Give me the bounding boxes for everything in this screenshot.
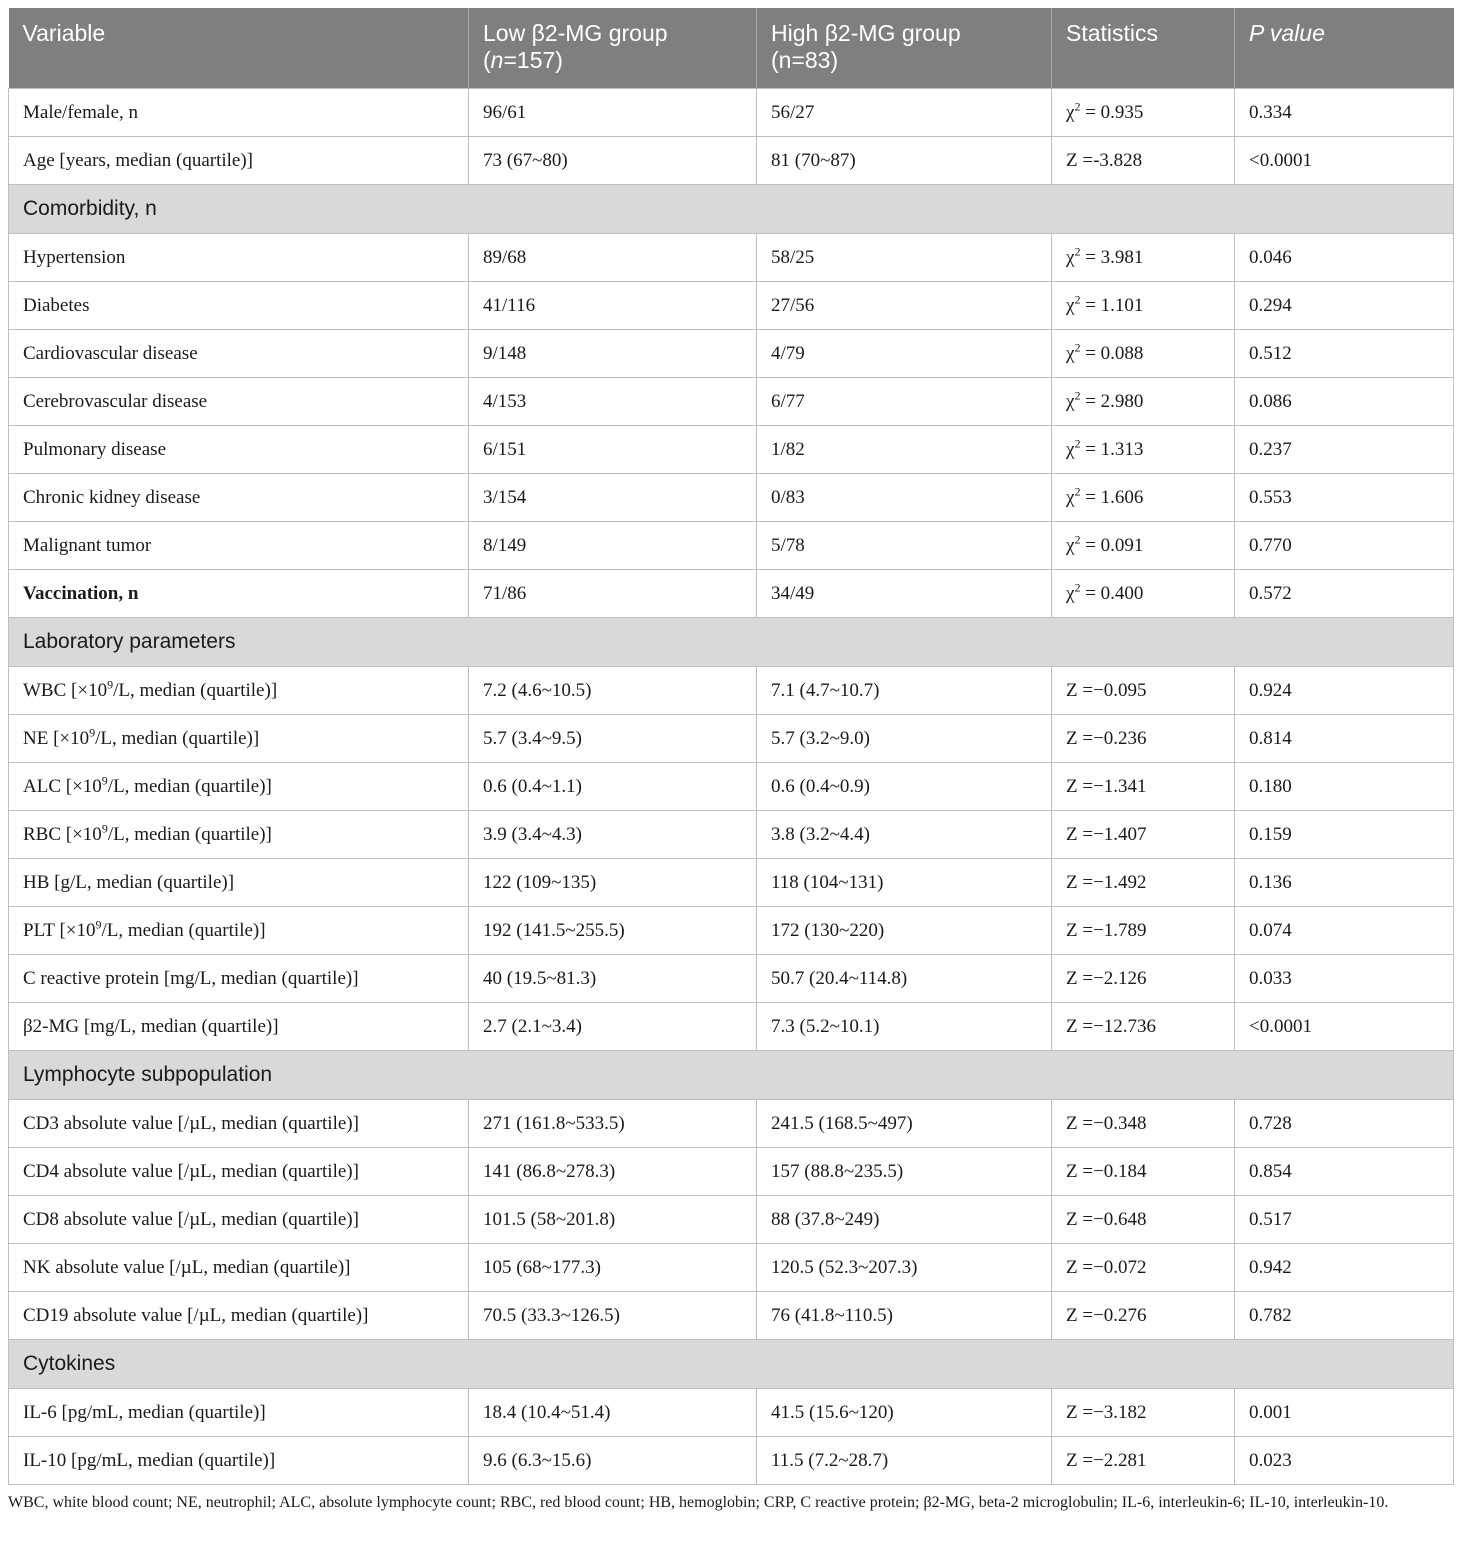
var-sup: 9 bbox=[89, 725, 96, 740]
cell-pvalue: 0.728 bbox=[1235, 1100, 1454, 1148]
cell-high: 7.3 (5.2~10.1) bbox=[757, 1003, 1052, 1051]
cell-high: 41.5 (15.6~120) bbox=[757, 1389, 1052, 1437]
table-row bbox=[9, 1100, 1454, 1148]
stat-symbol: χ bbox=[1066, 390, 1075, 412]
table-row bbox=[9, 89, 1454, 137]
cell-low: 192 (141.5~255.5) bbox=[469, 907, 757, 955]
cell-high: 4/79 bbox=[757, 330, 1052, 378]
var-post: /L, median (quartile)] bbox=[95, 727, 260, 749]
stat-symbol: χ bbox=[1066, 438, 1075, 460]
table-row bbox=[9, 811, 1454, 859]
cell-low: 70.5 (33.3~126.5) bbox=[469, 1292, 757, 1340]
cell-high: 0.6 (0.4~0.9) bbox=[757, 763, 1052, 811]
stat-sup: 2 bbox=[1074, 388, 1081, 403]
cell-low: 101.5 (58~201.8) bbox=[469, 1196, 757, 1244]
cell-statistics bbox=[1052, 89, 1235, 137]
table-row bbox=[9, 1437, 1454, 1485]
cell-pvalue: 0.001 bbox=[1235, 1389, 1454, 1437]
var-sup: 9 bbox=[107, 677, 114, 692]
stat-sup: 2 bbox=[1074, 484, 1081, 499]
cell-variable: CD19 absolute value [/µL, median (quartile)] bbox=[9, 1292, 469, 1340]
cell-pvalue: 0.159 bbox=[1235, 811, 1454, 859]
cell-low: 41/116 bbox=[469, 282, 757, 330]
cell-high: 118 (104~131) bbox=[757, 859, 1052, 907]
table-row bbox=[9, 1003, 1454, 1051]
cell-variable: Diabetes bbox=[9, 282, 469, 330]
stat-symbol: χ bbox=[1066, 294, 1075, 316]
table-row bbox=[9, 1389, 1454, 1437]
cell-statistics: Z =−12.736 bbox=[1052, 1003, 1235, 1051]
table-row bbox=[9, 667, 1454, 715]
cell-statistics bbox=[1052, 474, 1235, 522]
stat-sup: 2 bbox=[1074, 580, 1081, 595]
cell-low: 5.7 (3.4~9.5) bbox=[469, 715, 757, 763]
var-post: /L, median (quartile)] bbox=[107, 775, 272, 797]
stat-value: = 1.101 bbox=[1080, 294, 1144, 316]
cell-variable bbox=[9, 667, 469, 715]
cell-high: 88 (37.8~249) bbox=[757, 1196, 1052, 1244]
table-row bbox=[9, 234, 1454, 282]
table-row bbox=[9, 137, 1454, 185]
cell-low: 3.9 (3.4~4.3) bbox=[469, 811, 757, 859]
cell-low: 0.6 (0.4~1.1) bbox=[469, 763, 757, 811]
cell-pvalue: 0.572 bbox=[1235, 570, 1454, 618]
cell-high: 27/56 bbox=[757, 282, 1052, 330]
stat-sup: 2 bbox=[1074, 244, 1081, 259]
header-statistics: Statistics bbox=[1052, 8, 1235, 89]
cell-variable: Male/female, n bbox=[9, 89, 469, 137]
table-row bbox=[9, 859, 1454, 907]
cell-variable: CD8 absolute value [/µL, median (quartile)] bbox=[9, 1196, 469, 1244]
cell-pvalue: 0.854 bbox=[1235, 1148, 1454, 1196]
table-row bbox=[9, 378, 1454, 426]
cell-low: 122 (109~135) bbox=[469, 859, 757, 907]
cell-high: 3.8 (3.2~4.4) bbox=[757, 811, 1052, 859]
cell-low: 9/148 bbox=[469, 330, 757, 378]
table-row bbox=[9, 282, 1454, 330]
var-sup: 9 bbox=[101, 773, 108, 788]
cell-pvalue: 0.517 bbox=[1235, 1196, 1454, 1244]
section-row bbox=[9, 185, 1454, 234]
table-row bbox=[9, 1148, 1454, 1196]
header-pvalue bbox=[1235, 8, 1454, 89]
section-title: Laboratory parameters bbox=[9, 618, 1454, 667]
cell-high: 7.1 (4.7~10.7) bbox=[757, 667, 1052, 715]
cell-pvalue: 0.180 bbox=[1235, 763, 1454, 811]
cell-pvalue: 0.046 bbox=[1235, 234, 1454, 282]
cell-statistics bbox=[1052, 234, 1235, 282]
cell-statistics: Z =−1.789 bbox=[1052, 907, 1235, 955]
cell-variable: IL-6 [pg/mL, median (quartile)] bbox=[9, 1389, 469, 1437]
cell-pvalue: 0.074 bbox=[1235, 907, 1454, 955]
section-row bbox=[9, 1340, 1454, 1389]
cell-high: 120.5 (52.3~207.3) bbox=[757, 1244, 1052, 1292]
cell-variable: Vaccination, n bbox=[9, 570, 469, 618]
cell-statistics: Z =−0.236 bbox=[1052, 715, 1235, 763]
cell-low: 96/61 bbox=[469, 89, 757, 137]
table-row bbox=[9, 474, 1454, 522]
cell-low: 141 (86.8~278.3) bbox=[469, 1148, 757, 1196]
cell-variable: Cardiovascular disease bbox=[9, 330, 469, 378]
stat-value: = 2.980 bbox=[1080, 390, 1144, 412]
var-pre: NE [×10 bbox=[23, 727, 90, 749]
cell-statistics: Z =−1.492 bbox=[1052, 859, 1235, 907]
cell-low: 6/151 bbox=[469, 426, 757, 474]
var-post: /L, median (quartile)] bbox=[107, 823, 272, 845]
stat-value: = 1.313 bbox=[1080, 438, 1144, 460]
cell-statistics: Z =−0.648 bbox=[1052, 1196, 1235, 1244]
stat-value: = 0.400 bbox=[1080, 582, 1144, 604]
cell-statistics: Z =-3.828 bbox=[1052, 137, 1235, 185]
cell-pvalue: 0.942 bbox=[1235, 1244, 1454, 1292]
cell-high: 56/27 bbox=[757, 89, 1052, 137]
header-variable: Variable bbox=[9, 8, 469, 89]
cell-variable: CD3 absolute value [/µL, median (quartile)] bbox=[9, 1100, 469, 1148]
cell-statistics: Z =−3.182 bbox=[1052, 1389, 1235, 1437]
stat-value: = 1.606 bbox=[1080, 486, 1144, 508]
cell-high: 157 (88.8~235.5) bbox=[757, 1148, 1052, 1196]
cell-statistics: Z =−0.184 bbox=[1052, 1148, 1235, 1196]
cell-variable bbox=[9, 715, 469, 763]
cell-pvalue: 0.136 bbox=[1235, 859, 1454, 907]
header-low-line1: Low β2-MG group bbox=[483, 20, 668, 46]
table-row bbox=[9, 1292, 1454, 1340]
cell-statistics bbox=[1052, 426, 1235, 474]
cell-variable: NK absolute value [/µL, median (quartile)] bbox=[9, 1244, 469, 1292]
var-pre: ALC [×10 bbox=[23, 775, 102, 797]
cell-statistics: Z =−0.276 bbox=[1052, 1292, 1235, 1340]
cell-pvalue: 0.023 bbox=[1235, 1437, 1454, 1485]
table-row bbox=[9, 570, 1454, 618]
cell-pvalue: 0.237 bbox=[1235, 426, 1454, 474]
cell-statistics: Z =−0.348 bbox=[1052, 1100, 1235, 1148]
cell-high: 81 (70~87) bbox=[757, 137, 1052, 185]
table-row bbox=[9, 426, 1454, 474]
cell-low: 40 (19.5~81.3) bbox=[469, 955, 757, 1003]
header-high-line1: High β2-MG group bbox=[771, 20, 961, 46]
header-high-group bbox=[757, 8, 1052, 89]
header-row bbox=[9, 8, 1454, 89]
header-high-line2: (n=83) bbox=[771, 47, 839, 73]
table-row bbox=[9, 1244, 1454, 1292]
cell-pvalue: 0.782 bbox=[1235, 1292, 1454, 1340]
cell-pvalue: 0.512 bbox=[1235, 330, 1454, 378]
cell-low: 3/154 bbox=[469, 474, 757, 522]
cell-variable: CD4 absolute value [/µL, median (quartile)] bbox=[9, 1148, 469, 1196]
cell-low: 9.6 (6.3~15.6) bbox=[469, 1437, 757, 1485]
cell-pvalue: 0.924 bbox=[1235, 667, 1454, 715]
cell-high: 1/82 bbox=[757, 426, 1052, 474]
header-low-n: n bbox=[490, 47, 504, 73]
stat-symbol: χ bbox=[1066, 246, 1075, 268]
cell-variable: Chronic kidney disease bbox=[9, 474, 469, 522]
header-pvalue-text: P value bbox=[1249, 20, 1325, 46]
section-title: Lymphocyte subpopulation bbox=[9, 1051, 1454, 1100]
table-row bbox=[9, 1196, 1454, 1244]
section-row bbox=[9, 1051, 1454, 1100]
stat-sup: 2 bbox=[1074, 340, 1081, 355]
var-post: /L, median (quartile)] bbox=[113, 679, 278, 701]
cell-low: 271 (161.8~533.5) bbox=[469, 1100, 757, 1148]
stat-sup: 2 bbox=[1074, 436, 1081, 451]
cell-variable: Hypertension bbox=[9, 234, 469, 282]
stat-symbol: χ bbox=[1066, 534, 1075, 556]
cell-variable: C reactive protein [mg/L, median (quartile)] bbox=[9, 955, 469, 1003]
cell-high: 50.7 (20.4~114.8) bbox=[757, 955, 1052, 1003]
cell-high: 58/25 bbox=[757, 234, 1052, 282]
cell-pvalue: 0.294 bbox=[1235, 282, 1454, 330]
stat-value: = 3.981 bbox=[1080, 246, 1144, 268]
table-row bbox=[9, 330, 1454, 378]
cell-statistics bbox=[1052, 330, 1235, 378]
cell-low: 2.7 (2.1~3.4) bbox=[469, 1003, 757, 1051]
cell-high: 0/83 bbox=[757, 474, 1052, 522]
stat-symbol: χ bbox=[1066, 486, 1075, 508]
cell-low: 8/149 bbox=[469, 522, 757, 570]
stat-sup: 2 bbox=[1074, 292, 1081, 307]
cell-low: 18.4 (10.4~51.4) bbox=[469, 1389, 757, 1437]
stat-symbol: χ bbox=[1066, 342, 1075, 364]
cell-high: 11.5 (7.2~28.7) bbox=[757, 1437, 1052, 1485]
cell-low: 73 (67~80) bbox=[469, 137, 757, 185]
cell-variable: β2-MG [mg/L, median (quartile)] bbox=[9, 1003, 469, 1051]
section-row bbox=[9, 618, 1454, 667]
cell-high: 6/77 bbox=[757, 378, 1052, 426]
var-pre: RBC [×10 bbox=[23, 823, 102, 845]
table-row bbox=[9, 715, 1454, 763]
cell-low: 105 (68~177.3) bbox=[469, 1244, 757, 1292]
cell-statistics: Z =−0.095 bbox=[1052, 667, 1235, 715]
cell-high: 172 (130~220) bbox=[757, 907, 1052, 955]
cell-pvalue: <0.0001 bbox=[1235, 137, 1454, 185]
cell-statistics bbox=[1052, 522, 1235, 570]
cell-low: 71/86 bbox=[469, 570, 757, 618]
cell-variable: Age [years, median (quartile)] bbox=[9, 137, 469, 185]
cell-pvalue: 0.814 bbox=[1235, 715, 1454, 763]
stat-symbol: χ bbox=[1066, 101, 1075, 123]
cell-pvalue: 0.334 bbox=[1235, 89, 1454, 137]
cell-high: 5.7 (3.2~9.0) bbox=[757, 715, 1052, 763]
var-sup: 9 bbox=[95, 917, 102, 932]
table-row bbox=[9, 955, 1454, 1003]
cell-pvalue: <0.0001 bbox=[1235, 1003, 1454, 1051]
table-row bbox=[9, 763, 1454, 811]
cell-statistics: Z =−2.126 bbox=[1052, 955, 1235, 1003]
var-sup: 9 bbox=[101, 821, 108, 836]
stat-sup: 2 bbox=[1074, 532, 1081, 547]
var-pre: WBC [×10 bbox=[23, 679, 108, 701]
stat-value: = 0.091 bbox=[1080, 534, 1144, 556]
cell-high: 76 (41.8~110.5) bbox=[757, 1292, 1052, 1340]
cell-pvalue: 0.553 bbox=[1235, 474, 1454, 522]
section-title: Comorbidity, n bbox=[9, 185, 1454, 234]
cell-statistics bbox=[1052, 378, 1235, 426]
cell-pvalue: 0.033 bbox=[1235, 955, 1454, 1003]
stat-sup: 2 bbox=[1074, 99, 1081, 114]
cell-variable bbox=[9, 907, 469, 955]
section-title: Cytokines bbox=[9, 1340, 1454, 1389]
cell-statistics: Z =−1.407 bbox=[1052, 811, 1235, 859]
cell-high: 5/78 bbox=[757, 522, 1052, 570]
cell-variable: Cerebrovascular disease bbox=[9, 378, 469, 426]
stat-symbol: χ bbox=[1066, 582, 1075, 604]
cell-high: 34/49 bbox=[757, 570, 1052, 618]
cell-variable bbox=[9, 763, 469, 811]
table-footnote: WBC, white blood count; NE, neutrophil; ALC, absolute lymphocyte count; RBC, red blood count; HB, hemoglobin; CRP, C reactive protein; β2-MG, beta-2 microglobulin; IL-6, interleukin-6; IL-10, interleukin-10. bbox=[8, 1494, 1389, 1511]
data-table bbox=[8, 8, 1454, 1485]
cell-statistics: Z =−0.072 bbox=[1052, 1244, 1235, 1292]
table-container bbox=[8, 8, 1453, 1514]
cell-low: 89/68 bbox=[469, 234, 757, 282]
cell-variable: Malignant tumor bbox=[9, 522, 469, 570]
var-post: /L, median (quartile)] bbox=[101, 919, 266, 941]
cell-variable: HB [g/L, median (quartile)] bbox=[9, 859, 469, 907]
cell-variable: IL-10 [pg/mL, median (quartile)] bbox=[9, 1437, 469, 1485]
cell-statistics: Z =−1.341 bbox=[1052, 763, 1235, 811]
var-pre: PLT [×10 bbox=[23, 919, 96, 941]
cell-low: 4/153 bbox=[469, 378, 757, 426]
cell-pvalue: 0.086 bbox=[1235, 378, 1454, 426]
stat-value: = 0.088 bbox=[1080, 342, 1144, 364]
cell-statistics: Z =−2.281 bbox=[1052, 1437, 1235, 1485]
header-low-n-rest: =157) bbox=[503, 47, 563, 73]
header-low-group: Low β2-MG group (n=157) bbox=[469, 8, 757, 89]
table-row bbox=[9, 907, 1454, 955]
cell-variable bbox=[9, 811, 469, 859]
stat-value: = 0.935 bbox=[1080, 101, 1144, 123]
table-row bbox=[9, 522, 1454, 570]
cell-pvalue: 0.770 bbox=[1235, 522, 1454, 570]
cell-high: 241.5 (168.5~497) bbox=[757, 1100, 1052, 1148]
cell-statistics bbox=[1052, 570, 1235, 618]
cell-statistics bbox=[1052, 282, 1235, 330]
cell-variable: Pulmonary disease bbox=[9, 426, 469, 474]
cell-low: 7.2 (4.6~10.5) bbox=[469, 667, 757, 715]
